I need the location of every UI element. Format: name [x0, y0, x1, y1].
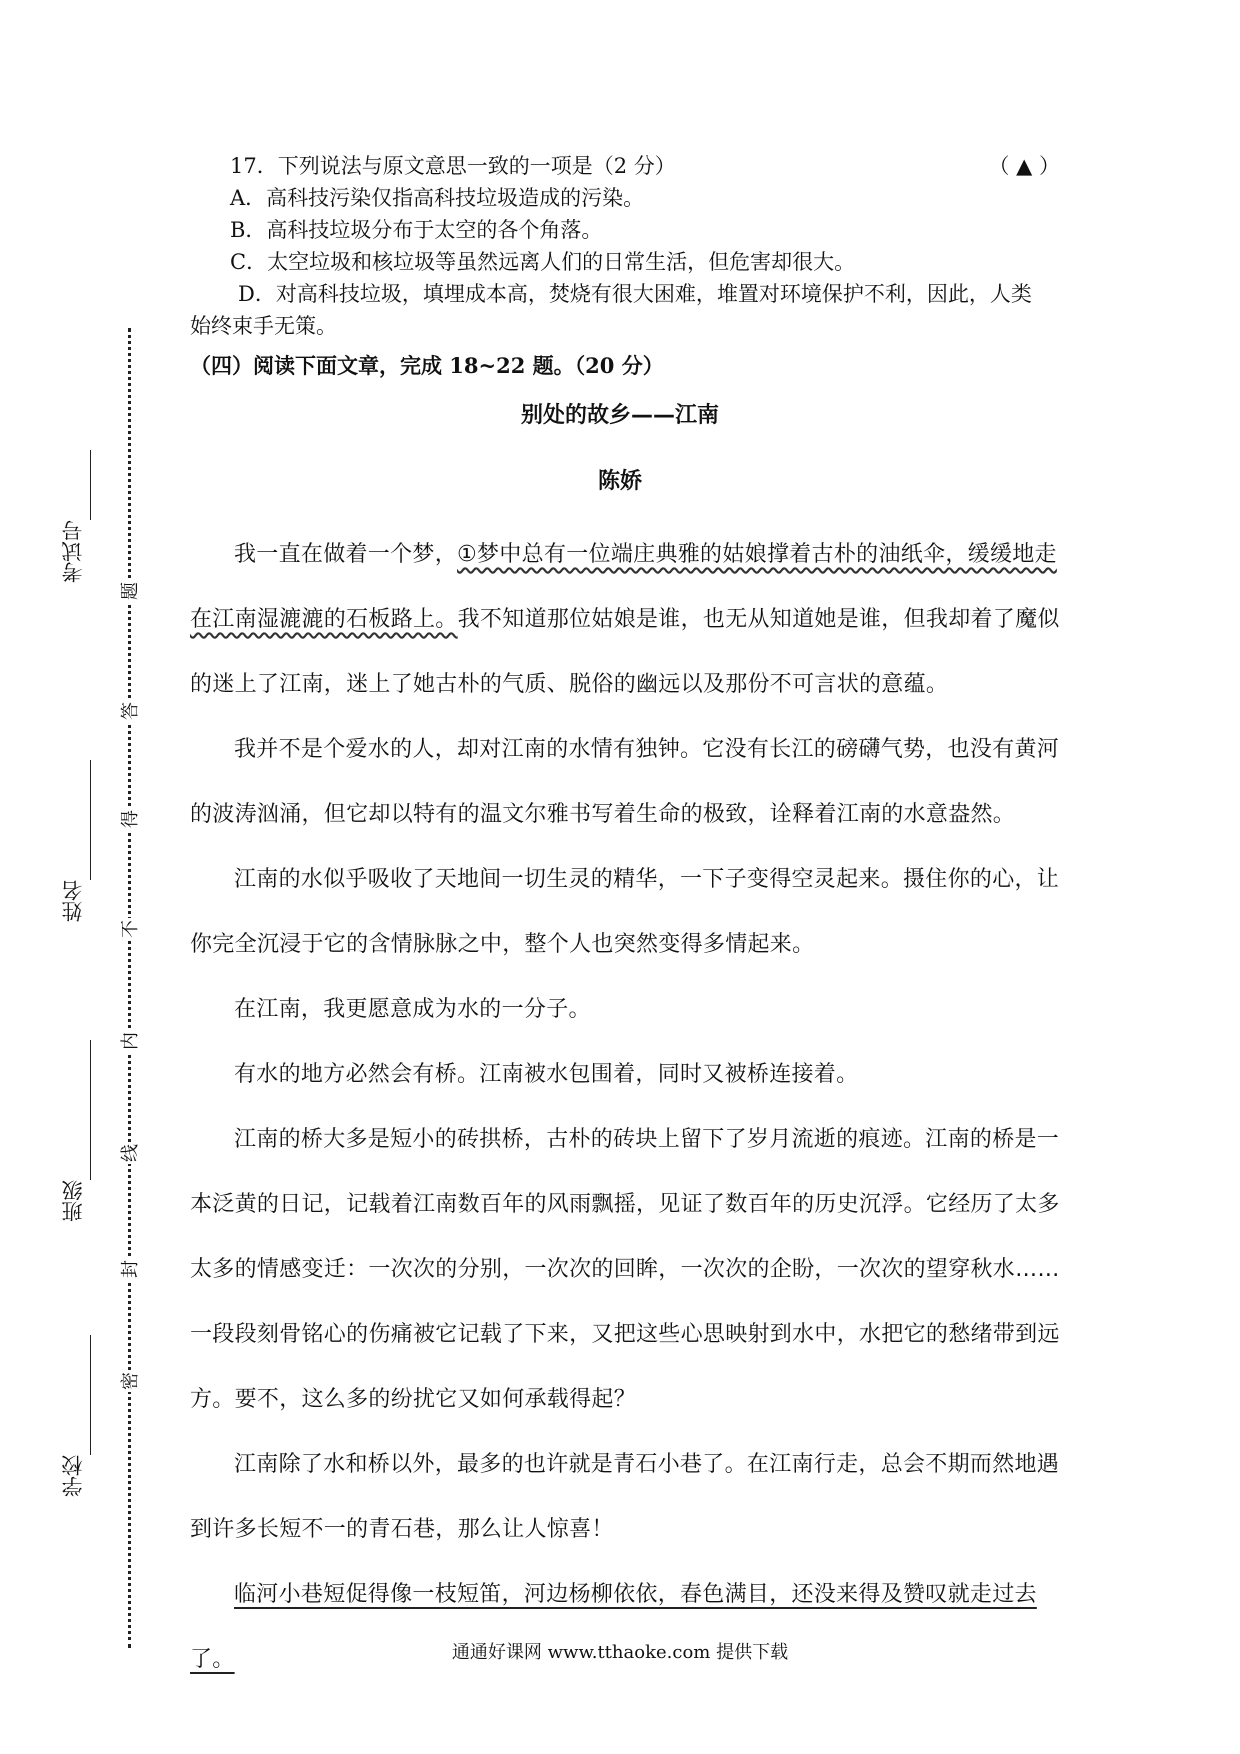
seal-dotted-line [128, 328, 131, 1648]
seal-char: 封 [120, 1260, 141, 1278]
section-heading: （四）阅读下面文章，完成 18~22 题。（20 分） [190, 353, 664, 378]
article-body [190, 522, 1060, 1692]
wavy-underlined-sentence-1: ①梦中总有一位端庄典雅的姑娘撑着古朴的油纸伞，缓缓地走在江南湿漉漉的石板路上。 [190, 542, 1057, 632]
paragraph-1 [190, 522, 1060, 717]
option-c: C．太空垃圾和核垃圾等虽然远离人们的日常生活，但危害却很大。 [230, 250, 856, 274]
answer-marker: （ ▲ ） [988, 154, 1060, 178]
exam-number-label: 考试号 [61, 520, 85, 583]
seal-char: 题 [120, 582, 141, 600]
article-author: 陈娇 [597, 469, 642, 494]
seal-char: 答 [120, 702, 141, 720]
paragraph: 江南的桥大多是短小的砖拱桥，古朴的砖块上留下了岁月流逝的痕迹。江南的桥是一本泛黄的日记，记载着江南数百年的风雨飘摇，见证了数百年的历史沉浮。它经历了太多太多的情感变迁：一次次的分别，一次次的回眸，一次次的企盼，一次次的望穿秋水……一段段刻骨铭心的伤痛被它记载了下来，又把这些心思映射到水中，水把它的愁绪带到远方。要不，这么多的纷扰它又如何承载得起？ [190, 1127, 1060, 1412]
option-b: B．高科技垃圾分布于太空的各个角落。 [230, 218, 603, 242]
school-blank [90, 1335, 91, 1455]
question-stem [190, 150, 1060, 182]
school-label: 学校 [61, 1455, 85, 1497]
paragraph: 在江南，我更愿意成为水的一分子。 [234, 997, 591, 1022]
article-title: 别处的故乡——江南 [520, 403, 719, 428]
paragraph: 江南的水似乎吸收了天地间一切生灵的精华，一下子变得空灵起来。摄住你的心，让你完全沉浸于它的含情脉脉之中，整个人也突然变得多情起来。 [190, 867, 1060, 957]
page-footer: 通通好课网 www.tthaoke.com 提供下载 [451, 1642, 789, 1663]
seal-char: 线 [120, 1144, 141, 1162]
class-blank [90, 1040, 91, 1180]
seal-char: 内 [120, 1032, 141, 1050]
seal-char: 得 [120, 810, 141, 828]
paragraph: 有水的地方必然会有桥。江南被水包围着，同时又被桥连接着。 [234, 1062, 859, 1087]
paragraph: 我并不是个爱水的人，却对江南的水情有独钟。它没有长江的磅礴气势，也没有黄河的波涛汹涌，但它却以特有的温文尔雅书写着生命的极致，诠释着江南的水意盎然。 [190, 737, 1060, 827]
paragraph-1-start: 我一直在做着一个梦， [234, 542, 458, 567]
option-d: D．对高科技垃圾，填埋成本高，焚烧有很大困难，堆置对环境保护不利，因此，人类 [238, 282, 1032, 306]
option-a: A．高科技污染仅指高科技垃圾造成的污染。 [230, 186, 645, 210]
name-blank [90, 760, 91, 880]
binding-margin [0, 0, 150, 1754]
seal-char: 密 [120, 1372, 141, 1390]
name-label: 姓名 [61, 880, 85, 922]
underlined-sentence: 临河小巷短促得像一枝短笛，河边杨柳依依，春色满目，还没来得及赞叹就走过去了。 [190, 1582, 1037, 1672]
question-stem-text: 17．下列说法与原文意思一致的一项是（2 分） [230, 154, 676, 178]
paragraph: 江南除了水和桥以外，最多的也许就是青石小巷了。在江南行走，总会不期而然地遇到许多长短不一的青石巷，那么让人惊喜！ [190, 1452, 1060, 1542]
paragraph-underlined [190, 1562, 1060, 1692]
option-d-continued: 始终束手无策。 [190, 314, 337, 338]
seal-char: 不 [120, 920, 141, 938]
paragraph-1-end: 我不知道那位姑娘是谁，也无从知道她是谁，但我却着了魔似的迷上了江南，迷上了她古朴的气质、脱俗的幽远以及那份不可言状的意蕴。 [190, 607, 1060, 697]
class-label: 班级 [61, 1180, 85, 1222]
question-17 [190, 150, 1060, 342]
